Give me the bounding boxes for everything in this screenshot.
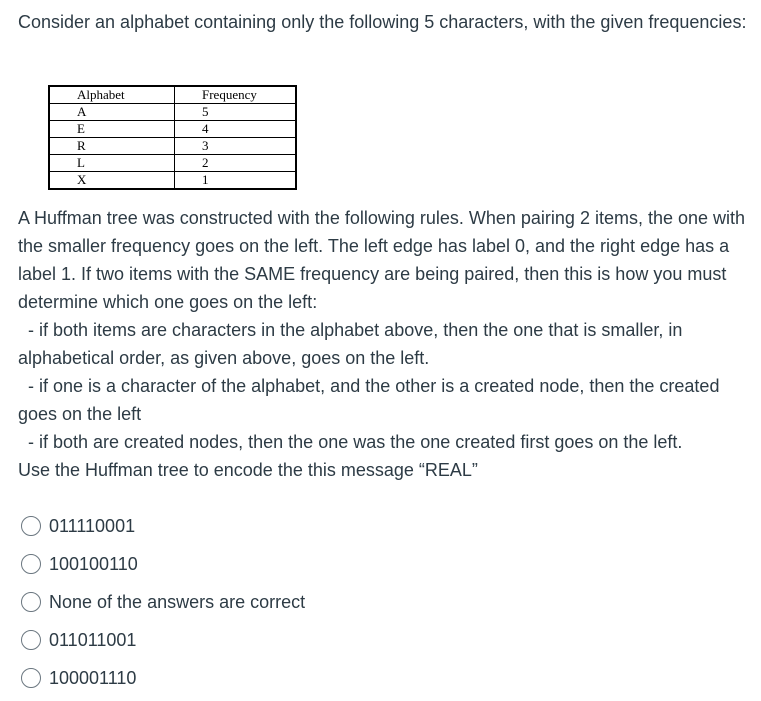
table-cell-character: R bbox=[49, 138, 175, 155]
table-cell-frequency: 4 bbox=[175, 121, 297, 138]
radio-button[interactable] bbox=[21, 630, 41, 650]
table-cell-character: X bbox=[49, 172, 175, 190]
question-intro: Consider an alphabet containing only the following 5 characters, with the given frequencies: bbox=[18, 12, 747, 32]
table-row bbox=[49, 172, 296, 190]
table-header-frequency: Frequency bbox=[175, 86, 297, 104]
table-cell-frequency: 1 bbox=[175, 172, 297, 190]
table-row bbox=[49, 138, 296, 155]
rules-text bbox=[18, 204, 748, 484]
answer-option-2[interactable] bbox=[21, 545, 521, 583]
rules-paragraph: A Huffman tree was constructed with the following rules. When pairing 2 items, the one with the smaller frequency goes on the left. The left edge has label 0, and the right edge has a label 1. If two items with the SAME frequency are being paired, then this is how you must determine which one goes on the left: bbox=[18, 208, 746, 312]
table-cell-frequency: 5 bbox=[175, 104, 297, 121]
answer-option-5[interactable] bbox=[21, 659, 521, 697]
radio-button[interactable] bbox=[21, 592, 41, 612]
answer-label: 100100110 bbox=[49, 553, 138, 574]
answer-label: None of the answers are correct bbox=[49, 591, 306, 612]
table-cell-character: A bbox=[49, 104, 175, 121]
table-header-row bbox=[49, 86, 296, 104]
table-row bbox=[49, 121, 296, 138]
answer-label: 011011001 bbox=[49, 629, 137, 650]
answer-option-4[interactable] bbox=[21, 621, 521, 659]
answer-label: 011110001 bbox=[49, 515, 136, 536]
answer-label: 100001110 bbox=[49, 667, 137, 688]
radio-button[interactable] bbox=[21, 668, 41, 688]
answer-option-3[interactable] bbox=[21, 583, 521, 621]
table-row bbox=[49, 104, 296, 121]
table-cell-character: L bbox=[49, 155, 175, 172]
radio-button[interactable] bbox=[21, 554, 41, 574]
frequency-table bbox=[48, 85, 297, 190]
encode-instruction: Use the Huffman tree to encode the this message “REAL” bbox=[18, 460, 478, 480]
rule-both-nodes: - if both are created nodes, then the one was the one created first goes on the left. bbox=[28, 432, 683, 452]
rule-same-characters: - if both items are characters in the alphabet above, then the one that is smaller, in alphabetical order, as given above, goes on the left. bbox=[18, 320, 683, 368]
table-cell-character: E bbox=[49, 121, 175, 138]
answer-options bbox=[21, 507, 521, 697]
table-row bbox=[49, 155, 296, 172]
radio-button[interactable] bbox=[21, 516, 41, 536]
answer-option-1[interactable] bbox=[21, 507, 521, 545]
rule-character-and-node: - if one is a character of the alphabet, and the other is a created node, then the created goes on the left bbox=[18, 376, 720, 424]
table-cell-frequency: 3 bbox=[175, 138, 297, 155]
question-text bbox=[18, 8, 748, 36]
table-header-alphabet: Alphabet bbox=[49, 86, 175, 104]
table-cell-frequency: 2 bbox=[175, 155, 297, 172]
